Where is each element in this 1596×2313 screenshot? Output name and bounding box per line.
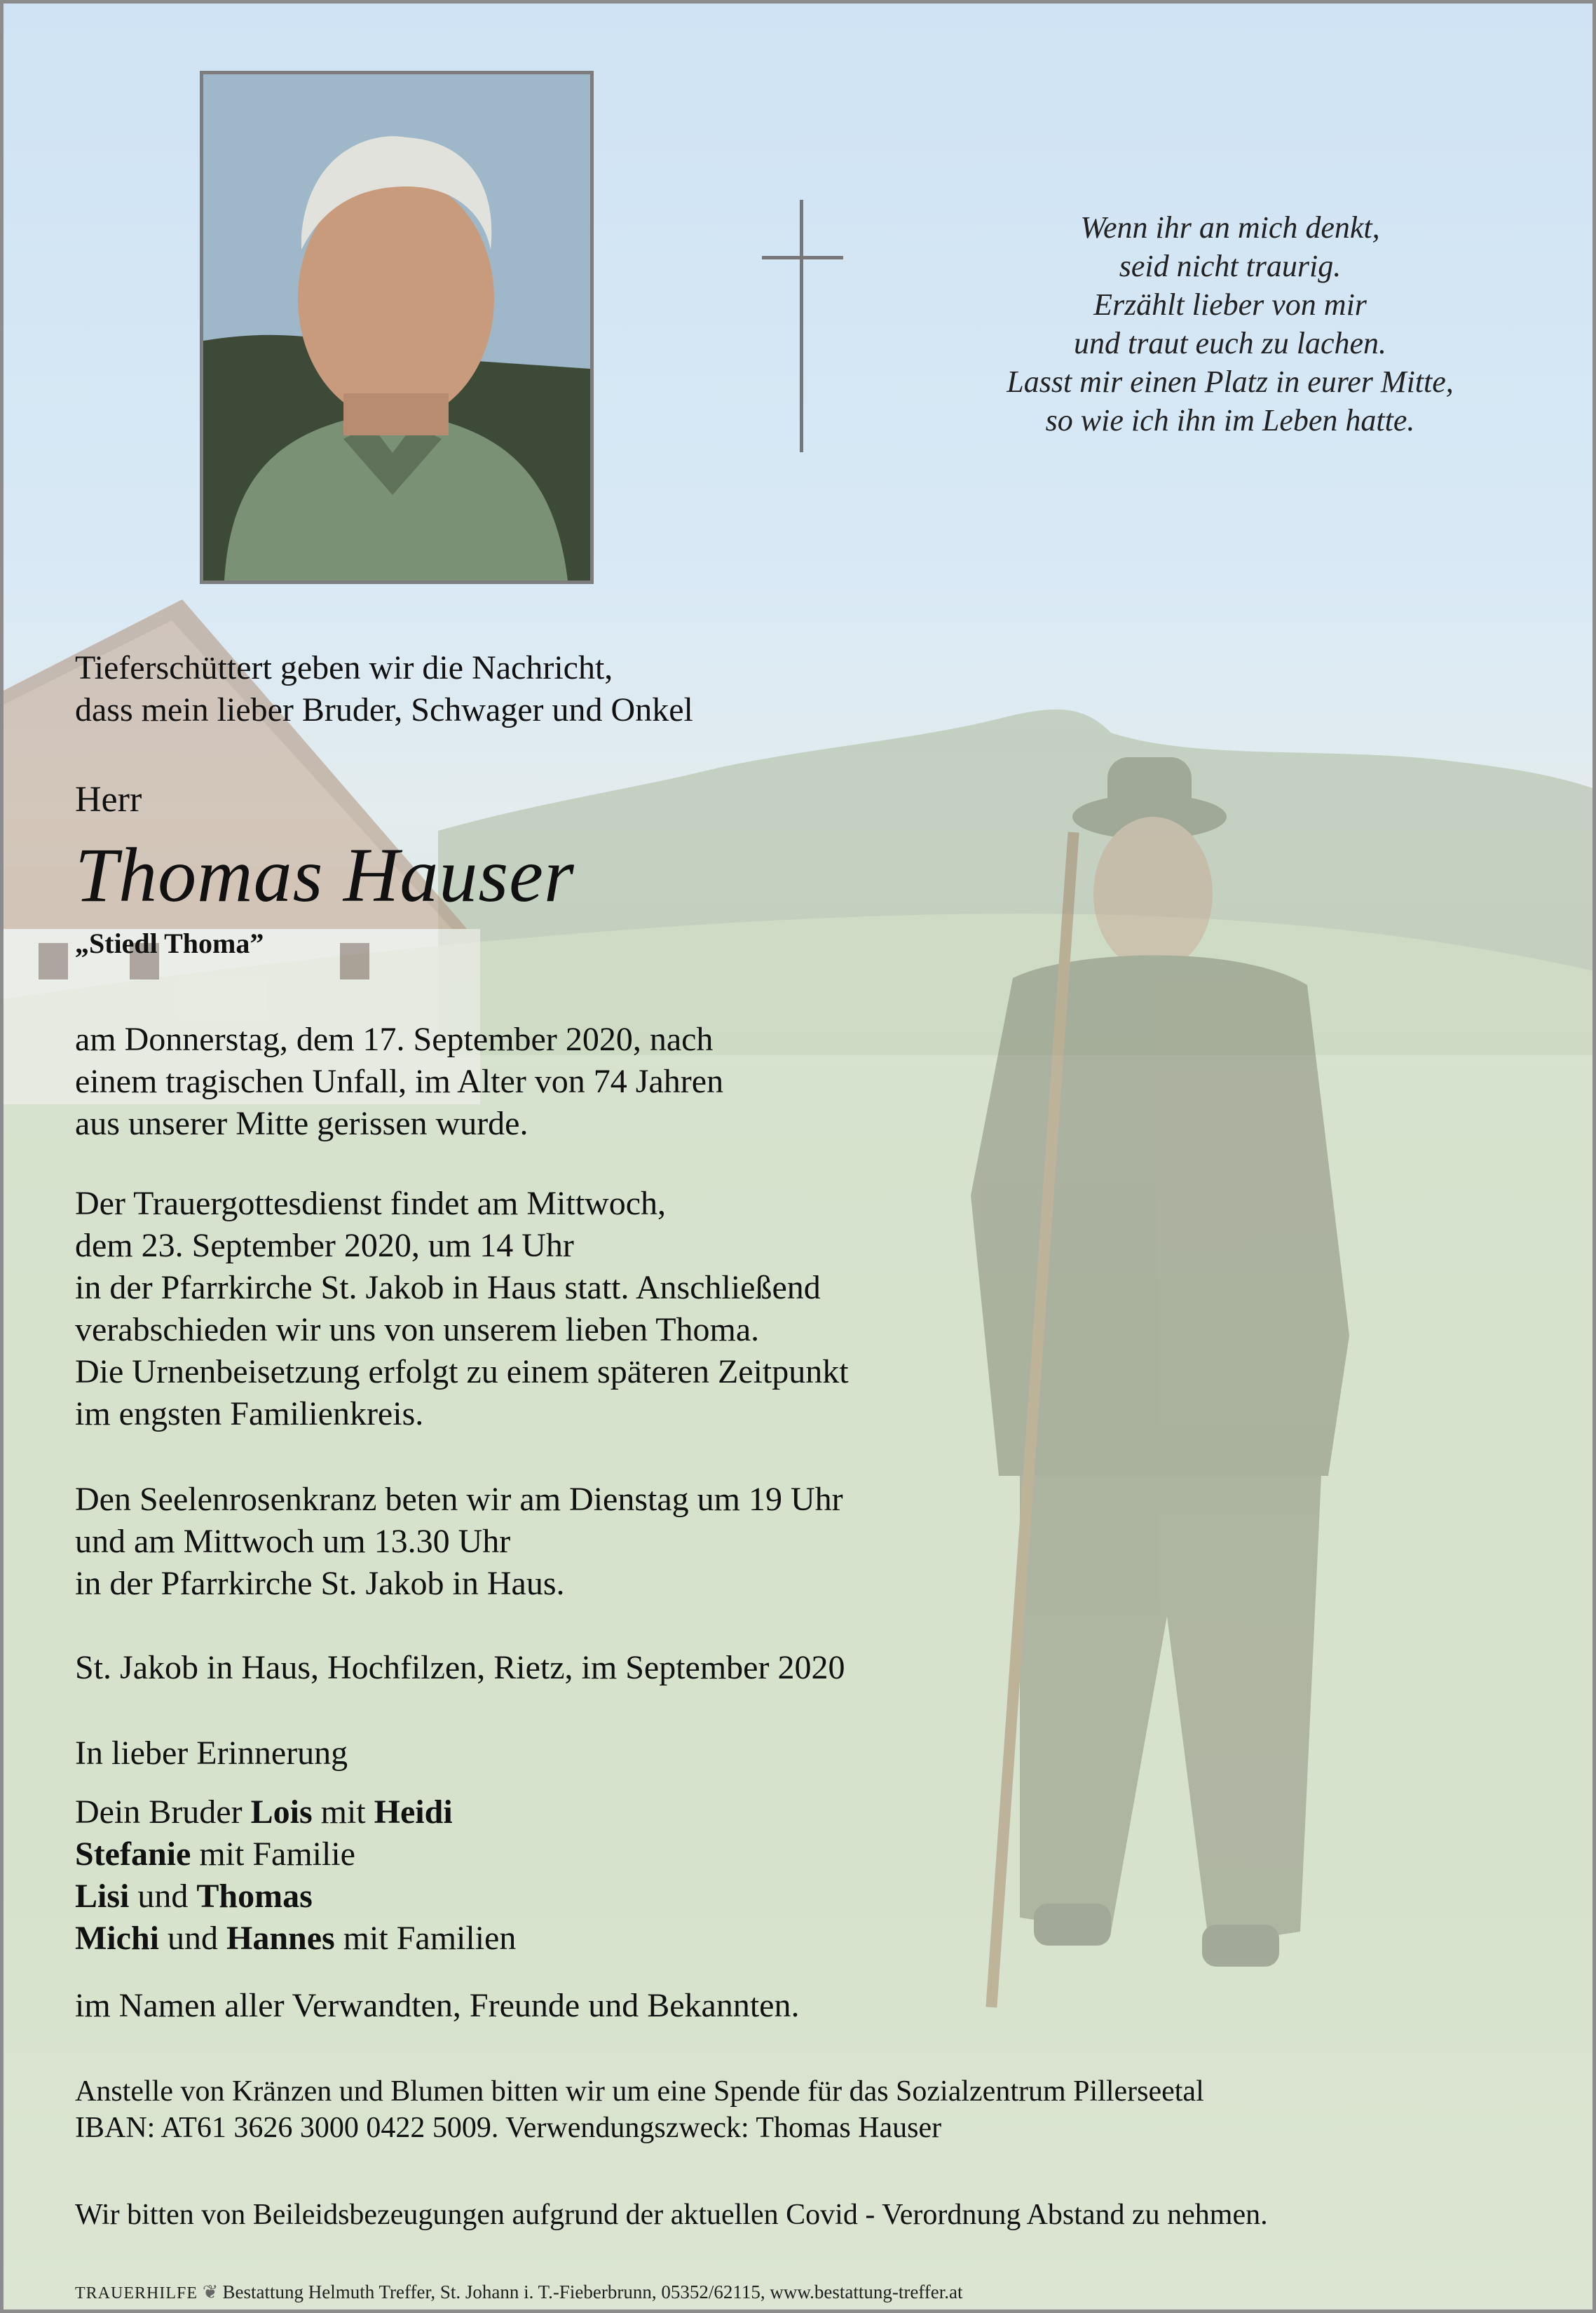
mourner-line <box>75 1791 516 1833</box>
death-notice-line: am Donnerstag, dem 17. September 2020, nach <box>75 1021 714 1058</box>
rosary-line: Den Seelenrosenkranz beten wir am Dienstag um 19 Uhr <box>75 1481 843 1518</box>
donation-request <box>75 2073 1204 2146</box>
intro-line: Tieferschüttert geben wir die Nachricht, <box>75 649 613 686</box>
poem-line: und traut euch zu lachen. <box>1073 326 1387 360</box>
donation-line: Anstelle von Kränzen und Blumen bitten wir um eine Spende für das Sozialzentrum Pillerseetal <box>75 2075 1204 2108</box>
closing-text: im Namen aller Verwandten, Freunde und Bekannten. <box>75 1987 800 2024</box>
mourner-name: Michi <box>75 1920 159 1957</box>
salutation: Herr <box>75 780 142 820</box>
poem-line: Erzählt lieber von mir <box>1093 287 1367 322</box>
mourner-line <box>75 1833 516 1876</box>
footer-tag: TRAUERHILFE <box>75 2284 198 2302</box>
death-notice <box>75 1019 723 1145</box>
mourner-line <box>75 1918 516 1960</box>
service-line: im engsten Familienkreis. <box>75 1395 424 1432</box>
mourner-name: Lois <box>250 1793 313 1831</box>
intro-line: dass mein lieber Bruder, Schwager und Onkel <box>75 691 693 728</box>
death-notice-line: einem tragischen Unfall, im Alter von 74 Jahren <box>75 1063 724 1100</box>
rosary-line: in der Pfarrkirche St. Jakob in Haus. <box>75 1565 565 1602</box>
service-line: dem 23. September 2020, um 14 Uhr <box>75 1227 574 1264</box>
mourner-text: mit Familie <box>191 1836 355 1873</box>
mourner-text: mit <box>312 1793 374 1831</box>
deceased-name: Thomas Hauser <box>75 832 575 918</box>
service-line: Der Trauergottesdienst findet am Mittwoch, <box>75 1185 666 1222</box>
place-date <box>75 1647 845 1689</box>
rosary-line: und am Mittwoch um 13.30 Uhr <box>75 1523 511 1560</box>
rosary-info <box>75 1479 843 1605</box>
death-notice-line: aus unserer Mitte gerissen wurde. <box>75 1105 528 1142</box>
remembrance-heading <box>75 1732 348 1775</box>
footer-funeral-home: Bestattung Helmuth Treffer, St. Johann i. T.-Fieberbrunn, 05352/62115, www.bestattung-treffer.at <box>222 2281 963 2302</box>
mourner-text: Dein Bruder <box>75 1793 251 1831</box>
intro-text <box>75 647 693 731</box>
service-line: in der Pfarrkirche St. Jakob in Haus statt. Anschließend <box>75 1269 821 1306</box>
mourner-name: Heidi <box>374 1793 453 1831</box>
cross-horizontal-bar <box>762 256 843 259</box>
service-line: Die Urnenbeisetzung erfolgt zu einem späteren Zeitpunkt <box>75 1353 849 1390</box>
cross-vertical-bar <box>800 200 803 452</box>
mourner-text: mit Familien <box>334 1920 517 1957</box>
poem-line: so wie ich ihn im Leben hatte. <box>1045 403 1415 437</box>
closing-line <box>75 1985 799 2027</box>
poem-line: seid nicht traurig. <box>1119 249 1342 283</box>
mourner-name: Lisi <box>75 1878 130 1915</box>
poem-line: Wenn ihr an mich denkt, <box>1080 210 1380 245</box>
mourner-line <box>75 1876 516 1918</box>
portrait-image <box>203 74 590 581</box>
footer <box>75 2281 963 2305</box>
deceased-nickname: „Stiedl Thoma” <box>75 928 264 959</box>
donation-iban-line: IBAN: AT61 3626 3000 0422 5009. Verwendungszweck: Thomas Hauser <box>75 2112 942 2144</box>
poem-line: Lasst mir einen Platz in eurer Mitte, <box>1007 365 1454 399</box>
portrait-photo <box>200 71 594 584</box>
memorial-poem <box>901 208 1560 440</box>
covid-note: Wir bitten von Beileidsbezeugungen aufgrund der aktuellen Covid - Verordnung Abstand zu nehmen. <box>75 2199 1268 2231</box>
mourner-name: Thomas <box>196 1878 313 1915</box>
mourner-name: Hannes <box>226 1920 335 1957</box>
funeral-service-info <box>75 1183 849 1435</box>
place-date-line: St. Jakob in Haus, Hochfilzen, Rietz, im September 2020 <box>75 1649 845 1686</box>
mourner-name: Stefanie <box>75 1836 191 1873</box>
mourners-list <box>75 1791 516 1960</box>
remembrance-line: In lieber Erinnerung <box>75 1735 348 1772</box>
service-line: verabschieden wir uns von unserem lieben Thoma. <box>75 1311 760 1348</box>
mourner-text: und <box>129 1878 197 1915</box>
feather-icon: ❦ <box>202 2281 219 2302</box>
mourner-text: und <box>158 1920 226 1957</box>
